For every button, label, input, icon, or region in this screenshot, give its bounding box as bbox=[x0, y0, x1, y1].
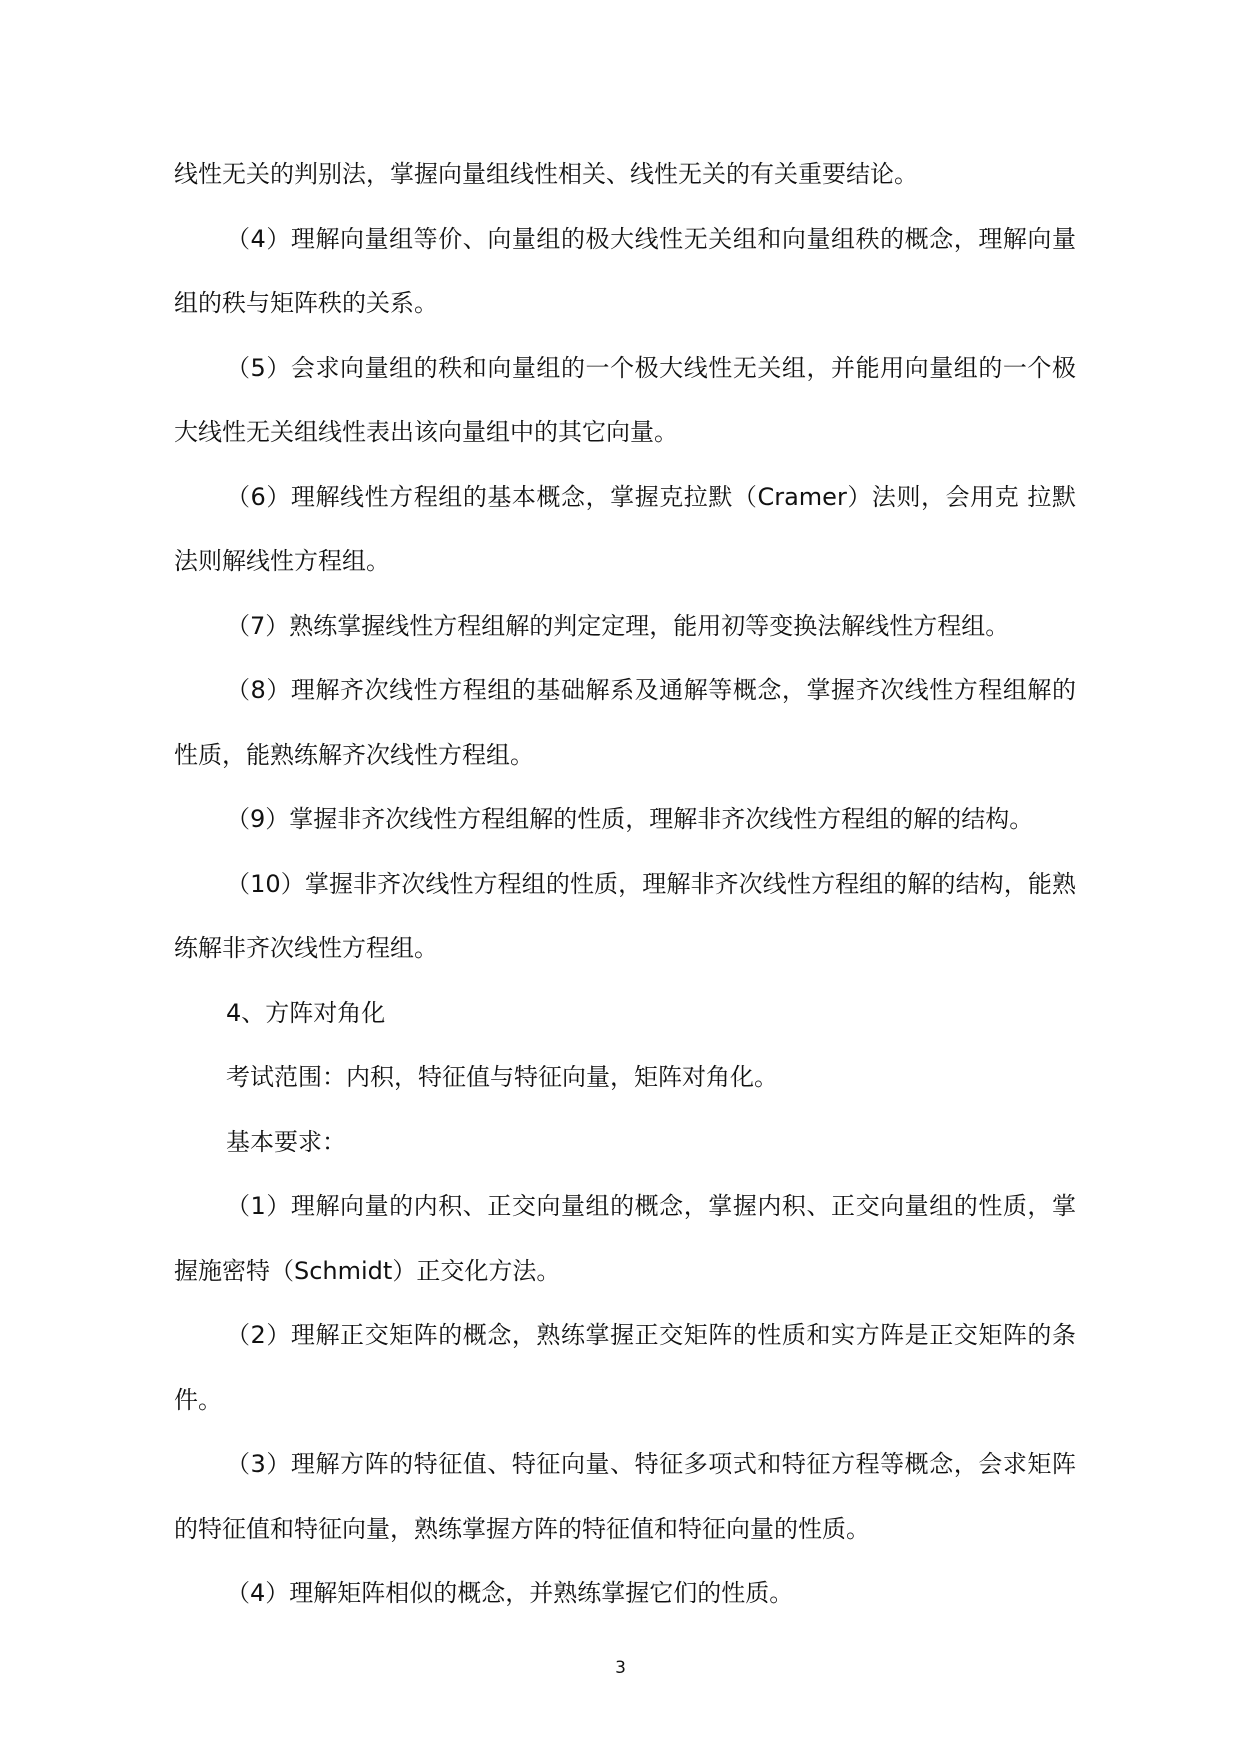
requirement-item-5: （5）会求向量组的秩和向量组的一个极大线性无关组，并能用向量组的一个极大线性无关组线性表出该向量组中的其它向量。 bbox=[174, 353, 1076, 446]
exam-scope: 考试范围：内积，特征值与特征向量，矩阵对角化。 bbox=[226, 1063, 778, 1091]
requirement-item-8: （8）理解齐次线性方程组的基础解系及通解等概念，掌握齐次线性方程组解的性质，能熟练解齐次线性方程组。 bbox=[174, 676, 1076, 769]
paragraph-continuation: 线性无关的判别法，掌握向量组线性相关、线性无关的有关重要结论。 bbox=[174, 160, 918, 188]
requirement-item-7: （7）熟练掌握线性方程组解的判定定理，能用初等变换法解线性方程组。 bbox=[226, 611, 1010, 640]
basic-requirements-label: 基本要求： bbox=[226, 1127, 346, 1156]
diag-item-3: （3）理解方阵的特征值、特征向量、特征多项式和特征方程等概念，会求矩阵的特征值和特征向量，熟练掌握方阵的特征值和特征向量的性质。 bbox=[174, 1450, 1076, 1543]
diag-item-1: （1）理解向量的内积、正交向量组的概念，掌握内积、正交向量组的性质，掌握施密特（Schmidt）正交化方法。 bbox=[174, 1192, 1076, 1285]
requirement-item-9: （9）掌握非齐次线性方程组解的性质，理解非齐次线性方程组的解的结构。 bbox=[226, 805, 1034, 833]
page-body bbox=[174, 142, 1076, 1626]
requirement-item-10: （10）掌握非齐次线性方程组的性质，理解非齐次线性方程组的解的结构，能熟练解非齐次线性方程组。 bbox=[174, 869, 1076, 962]
section-heading: 4、方阵对角化 bbox=[226, 998, 386, 1027]
requirement-item-4: （4）理解向量组等价、向量组的极大线性无关组和向量组秩的概念，理解向量组的秩与矩阵秩的关系。 bbox=[174, 224, 1076, 317]
diag-item-2: （2）理解正交矩阵的概念，熟练掌握正交矩阵的性质和实方阵是正交矩阵的条件。 bbox=[174, 1321, 1076, 1414]
page-number: 3 bbox=[615, 1658, 626, 1678]
diag-item-4: （4）理解矩阵相似的概念，并熟练掌握它们的性质。 bbox=[226, 1579, 794, 1607]
requirement-item-6: （6）理解线性方程组的基本概念，掌握克拉默（Cramer）法则，会用克 拉默法则解线性方程组。 bbox=[174, 482, 1076, 575]
